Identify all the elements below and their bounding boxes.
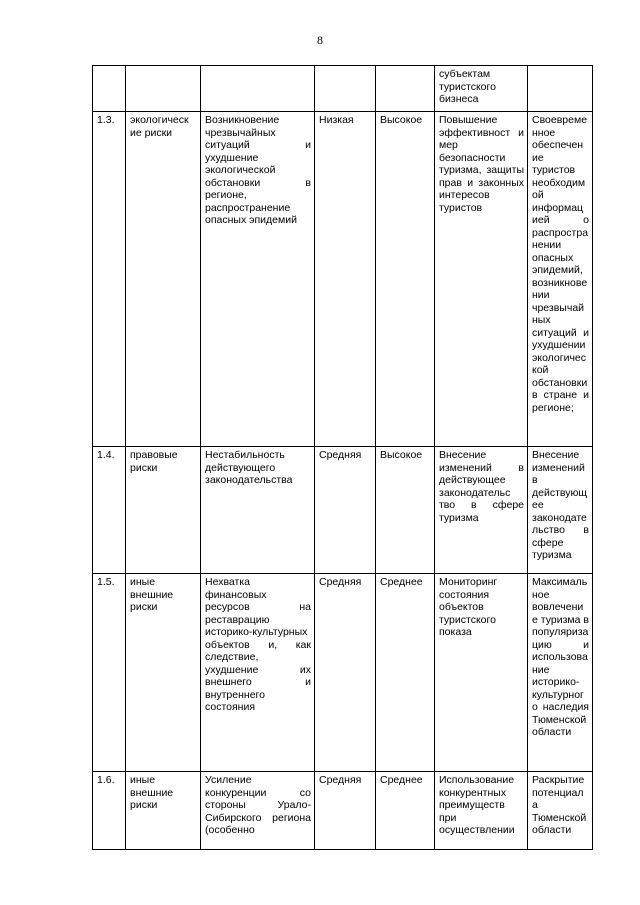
impact-cell: Высокое	[376, 112, 435, 447]
measures-cell: Мониторинг состояния объектов туристского показа	[435, 574, 528, 772]
risk-type-cell: правовые риски	[126, 447, 201, 574]
risk-type-cell: иные внешние риски	[126, 772, 201, 850]
result-cell: Внесение изменений в действующ ее законодате льство в сфере туризма	[528, 447, 593, 574]
risk-description-cell	[201, 66, 315, 112]
measures-cell: Использование конкурентных преимуществ при осуществлении	[435, 772, 528, 850]
impact-cell: Среднее	[376, 772, 435, 850]
table-row	[93, 574, 593, 772]
measures-cell: Внесение изменений в действующее законодательс тво в сфере туризма	[435, 447, 528, 574]
result-cell: Максималь ное вовлечени е туризма в популяриза цию и использова ние историко-культурног о наследия Тюменской области	[528, 574, 593, 772]
result-cell: Своевреме нное обеспечен ие туристов необходим ой информац ией о распростра нении опасных эпидемий, возникнове нии чрезвычай ных ситуаций и ухудшении экологичес кой обстановки в стране и регионе;	[528, 112, 593, 447]
result-cell: Раскрытие потенциал а Тюменской области	[528, 772, 593, 850]
probability-cell	[315, 66, 376, 112]
row-number-cell: 1.6.	[93, 772, 126, 850]
table-row	[93, 112, 593, 447]
risk-type-cell: экологическ ие риски	[126, 112, 201, 447]
probability-cell: Низкая	[315, 112, 376, 447]
measures-cell: субъектам туристского бизнеса	[435, 66, 528, 112]
row-number-cell: 1.3.	[93, 112, 126, 447]
risk-description-cell: Возникновение чрезвычайных ситуаций и ухудшение экологической обстановки в регионе, распространение опасных эпидемий	[201, 112, 315, 447]
risk-table	[92, 65, 593, 850]
impact-cell: Высокое	[376, 447, 435, 574]
risk-description-cell: Усиление конкуренции со стороны Урало-Сибирского региона (особенно	[201, 772, 315, 850]
measures-cell: Повышение эффективност и мер безопасности туризма, защиты прав и законных интересов туристов	[435, 112, 528, 447]
risk-description-cell: Нестабильность действующего законодательства	[201, 447, 315, 574]
risk-type-cell: иные внешние риски	[126, 574, 201, 772]
risk-description-cell: Нехватка финансовых ресурсов на реставрацию историко-культурных объектов и, как следствие, ухудшение их внешнего и внутреннего состояния	[201, 574, 315, 772]
probability-cell: Средняя	[315, 574, 376, 772]
probability-cell: Средняя	[315, 772, 376, 850]
table-row	[93, 772, 593, 850]
row-number-cell	[93, 66, 126, 112]
page-number: 8	[317, 33, 323, 47]
table-row	[93, 66, 593, 112]
row-number-cell: 1.5.	[93, 574, 126, 772]
result-cell	[528, 66, 593, 112]
table-row	[93, 447, 593, 574]
risk-type-cell	[126, 66, 201, 112]
impact-cell: Среднее	[376, 574, 435, 772]
probability-cell: Средняя	[315, 447, 376, 574]
row-number-cell: 1.4.	[93, 447, 126, 574]
impact-cell	[376, 66, 435, 112]
